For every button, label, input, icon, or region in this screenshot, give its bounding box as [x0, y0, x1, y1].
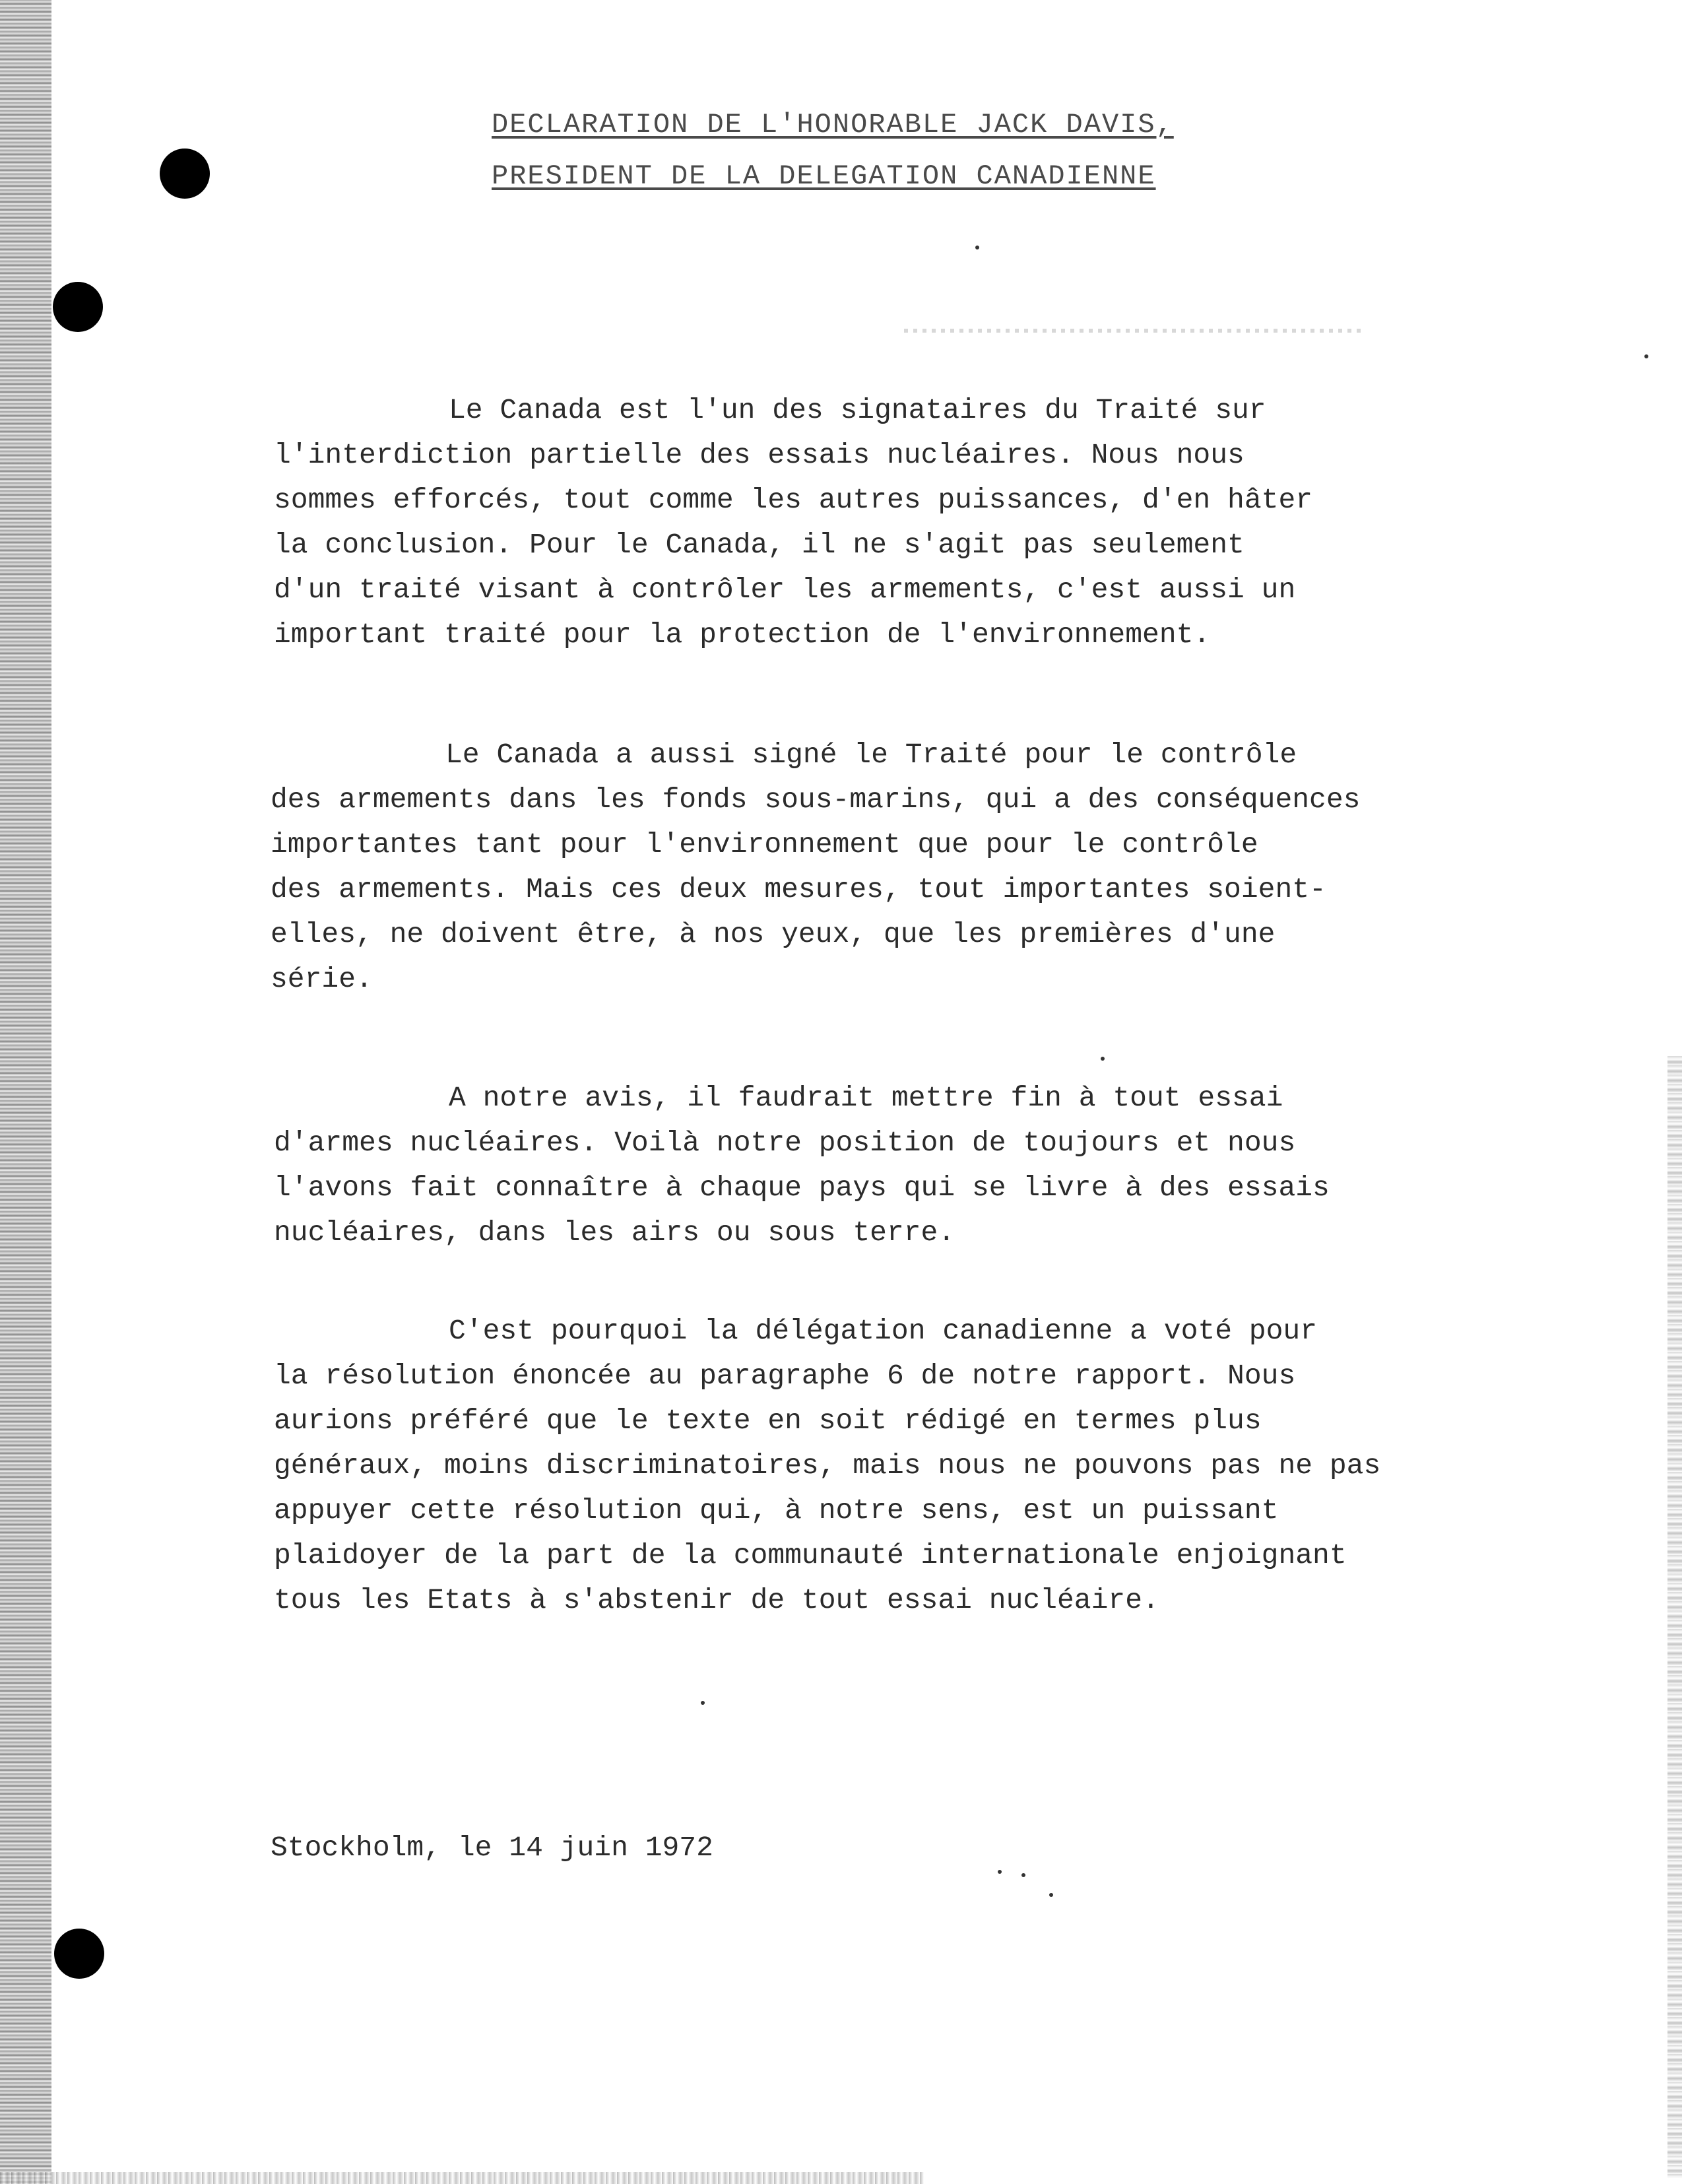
paragraph-line: nucléaires, dans les airs ou sous terre.	[274, 1216, 955, 1249]
paragraph-line: sommes efforcés, tout comme les autres puissances, d'en hâter	[274, 484, 1313, 516]
paragraph-line: série.	[271, 963, 373, 995]
document-heading	[492, 99, 1174, 202]
paragraph-line: plaidoyer de la part de la communauté internationale enjoignant	[274, 1539, 1347, 1572]
scan-bottom-edge	[0, 2172, 924, 2184]
paragraph-line: l'interdiction partielle des essais nucléaires. Nous nous	[274, 439, 1245, 471]
scan-speck	[1101, 1057, 1105, 1061]
paragraph-line: importantes tant pour l'environnement que pour le contrôle	[271, 828, 1258, 861]
scan-speck	[1049, 1893, 1053, 1897]
scan-speck	[701, 1701, 705, 1705]
paragraph-line: l'avons fait connaître à chaque pays qui se livre à des essais	[274, 1172, 1330, 1204]
paragraph-4	[274, 1309, 1481, 1623]
scan-left-edge	[0, 0, 51, 2184]
paragraph-line: la résolution énoncée au paragraphe 6 de notre rapport. Nous	[274, 1360, 1296, 1392]
punch-hole-upper	[53, 282, 103, 332]
scan-speck	[998, 1870, 1002, 1874]
paragraph-line: la conclusion. Pour le Canada, il ne s'agit pas seulement	[274, 529, 1245, 561]
paragraph-line: tous les Etats à s'abstenir de tout essai nucléaire.	[274, 1584, 1159, 1616]
paragraph-line: Le Canada est l'un des signataires du Traité sur	[449, 394, 1266, 426]
scan-speck	[975, 246, 979, 249]
paragraph-line: des armements. Mais ces deux mesures, tout importantes soient-	[271, 873, 1326, 906]
heading-line-1: DECLARATION DE L'HONORABLE JACK DAVIS,	[492, 109, 1174, 141]
paragraph-1	[274, 388, 1481, 657]
scan-speck	[1021, 1873, 1025, 1877]
paragraph-2	[271, 733, 1478, 1002]
paragraph-line: Le Canada a aussi signé le Traité pour le contrôle	[445, 739, 1297, 771]
place-date: Stockholm, le 14 juin 1972	[271, 1832, 713, 1864]
scan-right-edge	[1667, 1056, 1682, 2178]
paragraph-line: d'un traité visant à contrôler les armements, c'est aussi un	[274, 574, 1296, 606]
faint-scan-mark	[904, 329, 1366, 333]
paragraph-line: A notre avis, il faudrait mettre fin à tout essai	[449, 1082, 1283, 1114]
paragraph-line: aurions préféré que le texte en soit rédigé en termes plus	[274, 1405, 1262, 1437]
heading-line-2: PRESIDENT DE LA DELEGATION CANADIENNE	[492, 160, 1156, 192]
paragraph-line: C'est pourquoi la délégation canadienne a voté pour	[449, 1315, 1318, 1347]
punch-hole-bottom	[54, 1929, 104, 1979]
paragraph-line: important traité pour la protection de l'environnement.	[274, 618, 1211, 651]
scan-speck	[1644, 354, 1648, 358]
paragraph-line: d'armes nucléaires. Voilà notre position de toujours et nous	[274, 1127, 1296, 1159]
paragraph-line: elles, ne doivent être, à nos yeux, que les premières d'une	[271, 918, 1276, 950]
paragraph-line: appuyer cette résolution qui, à notre sens, est un puissant	[274, 1494, 1279, 1527]
punch-hole-top	[160, 149, 210, 199]
paragraph-line: généraux, moins discriminatoires, mais nous ne pouvons pas ne pas	[274, 1449, 1381, 1482]
paragraph-line: des armements dans les fonds sous-marins, qui a des conséquences	[271, 783, 1361, 816]
paragraph-3	[274, 1076, 1481, 1255]
